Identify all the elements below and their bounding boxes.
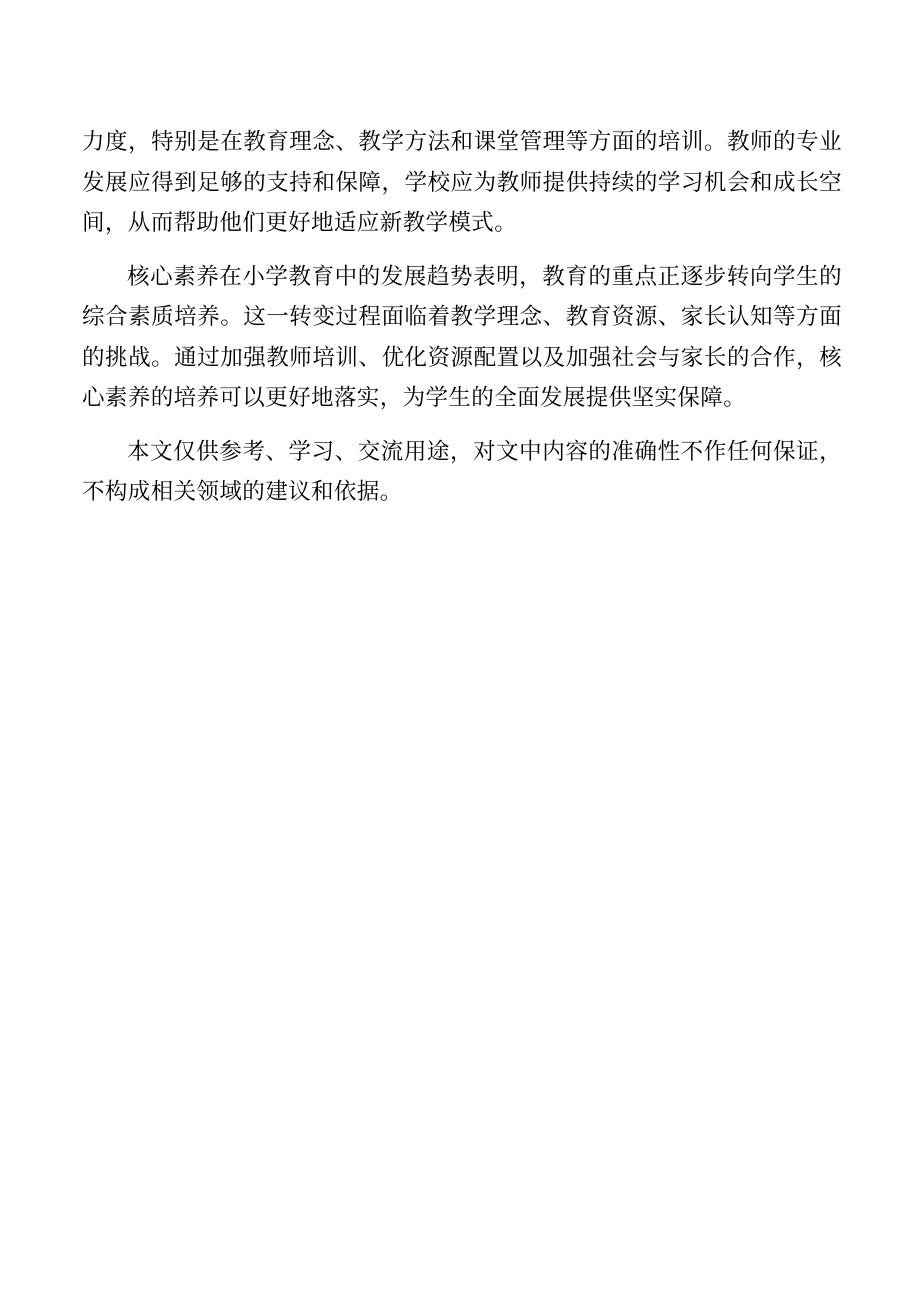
paragraph-disclaimer: 本文仅供参考、学习、交流用途，对文中内容的准确性不作任何保证，不构成相关领域的建议和依据。: [82, 438, 842, 505]
paragraph-continuation: 力度，特别是在教育理念、教学方法和课堂管理等方面的培训。教师的专业发展应得到足够的支持和保障，学校应为教师提供持续的学习机会和成长空间，从而帮助他们更好地适应新教学模式。: [82, 129, 842, 236]
document-body: [82, 122, 842, 513]
paragraph-summary: 核心素养在小学教育中的发展趋势表明，教育的重点正逐步转向学生的综合素质培养。这一转变过程面临着教学理念、教育资源、家长认知等方面的挑战。通过加强教师培训、优化资源配置以及加强社会与家长的合作，核心素养的培养可以更好地落实，为学生的全面发展提供坚实保障。: [82, 263, 842, 411]
